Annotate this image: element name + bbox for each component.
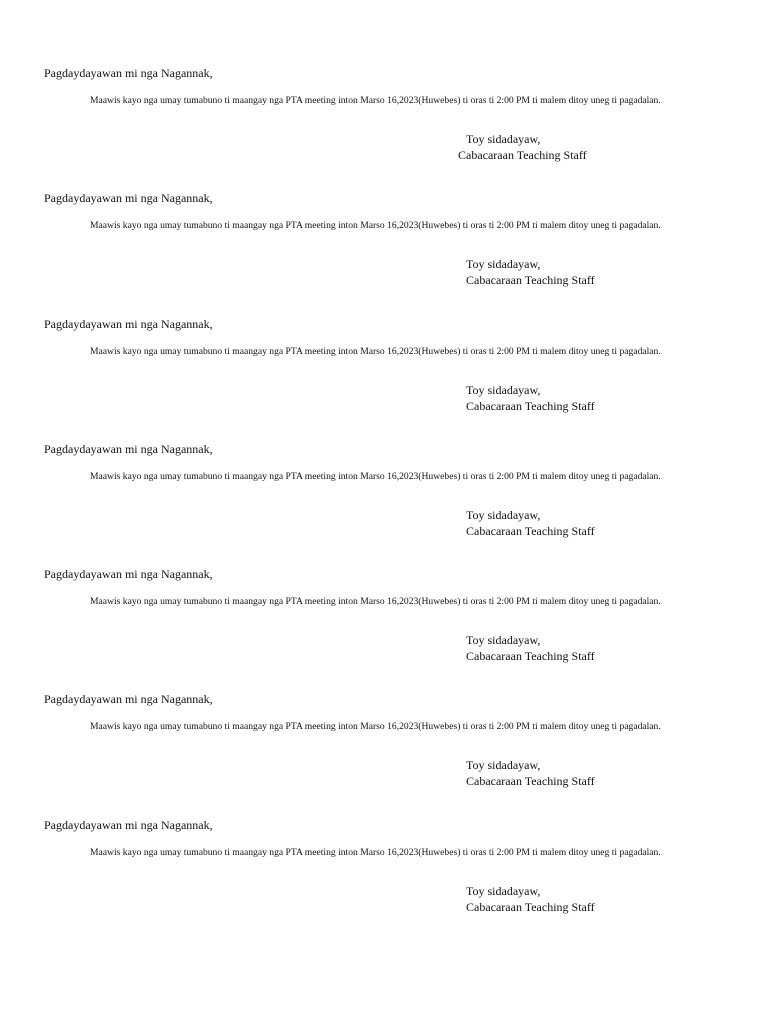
letter-closing: Toy sidadayaw, (466, 132, 541, 146)
letter (44, 438, 716, 563)
letter-greeting: Pagdaydayawan mi nga Nagannak, (44, 191, 213, 206)
letter-signature: Cabacaraan Teaching Staff (466, 774, 595, 789)
letter-greeting: Pagdaydayawan mi nga Nagannak, (44, 817, 213, 832)
letter-signature: Cabacaraan Teaching Staff (466, 649, 595, 664)
letter (44, 563, 716, 688)
letter-closing-block (466, 256, 595, 288)
letter-closing-block (466, 757, 595, 789)
letter-closing: Toy sidadayaw, (466, 257, 541, 272)
letter-closing-block (466, 382, 595, 414)
letter (44, 313, 716, 438)
letter-greeting: Pagdaydayawan mi nga Nagannak, (44, 66, 213, 80)
letter-body: Maawis kayo nga umay tumabuno ti maangay nga PTA meeting inton Marso 16,2023(Huwebes) ti oras ti 2:00 PM ti malem ditoy uneg ti pagadalan. (90, 470, 661, 482)
letter-body: Maawis kayo nga umay tumabuno ti maangay nga PTA meeting inton Marso 16,2023(Huwebes) ti oras ti 2:00 PM ti malem ditoy uneg ti pagadalan. (90, 95, 661, 106)
letter (44, 62, 716, 187)
letter-signature: Cabacaraan Teaching Staff (466, 398, 595, 413)
letter-greeting: Pagdaydayawan mi nga Nagannak, (44, 567, 213, 582)
letter-closing-block (466, 632, 595, 664)
letter-closing: Toy sidadayaw, (466, 633, 541, 648)
letter-closing-block (466, 507, 595, 539)
letter-body: Maawis kayo nga umay tumabuno ti maangay nga PTA meeting inton Marso 16,2023(Huwebes) ti oras ti 2:00 PM ti malem ditoy uneg ti pagadalan. (90, 596, 661, 608)
letter-closing: Toy sidadayaw, (466, 382, 541, 397)
letter-closing: Toy sidadayaw, (466, 883, 541, 898)
letter-body: Maawis kayo nga umay tumabuno ti maangay nga PTA meeting inton Marso 16,2023(Huwebes) ti oras ti 2:00 PM ti malem ditoy uneg ti pagadalan. (90, 345, 661, 357)
letter-closing-block (466, 883, 595, 915)
letter-body: Maawis kayo nga umay tumabuno ti maangay nga PTA meeting inton Marso 16,2023(Huwebes) ti oras ti 2:00 PM ti malem ditoy uneg ti pagadalan. (90, 220, 661, 232)
letter-closing-block (458, 131, 587, 163)
letter-signature: Cabacaraan Teaching Staff (466, 523, 595, 538)
letter (44, 187, 716, 312)
letter-greeting: Pagdaydayawan mi nga Nagannak, (44, 692, 213, 707)
letter-greeting: Pagdaydayawan mi nga Nagannak, (44, 316, 213, 331)
letter (44, 814, 716, 939)
letter (44, 688, 716, 813)
letter-body: Maawis kayo nga umay tumabuno ti maangay nga PTA meeting inton Marso 16,2023(Huwebes) ti oras ti 2:00 PM ti malem ditoy uneg ti pagadalan. (90, 846, 661, 858)
letter-signature: Cabacaraan Teaching Staff (466, 899, 595, 914)
letter-closing: Toy sidadayaw, (466, 758, 541, 773)
letter-closing: Toy sidadayaw, (466, 507, 541, 522)
letter-body: Maawis kayo nga umay tumabuno ti maangay nga PTA meeting inton Marso 16,2023(Huwebes) ti oras ti 2:00 PM ti malem ditoy uneg ti pagadalan. (90, 721, 661, 733)
letter-signature: Cabacaraan Teaching Staff (466, 273, 595, 288)
letters-page (44, 62, 716, 939)
letter-greeting: Pagdaydayawan mi nga Nagannak, (44, 441, 213, 456)
letter-signature: Cabacaraan Teaching Staff (458, 148, 587, 162)
